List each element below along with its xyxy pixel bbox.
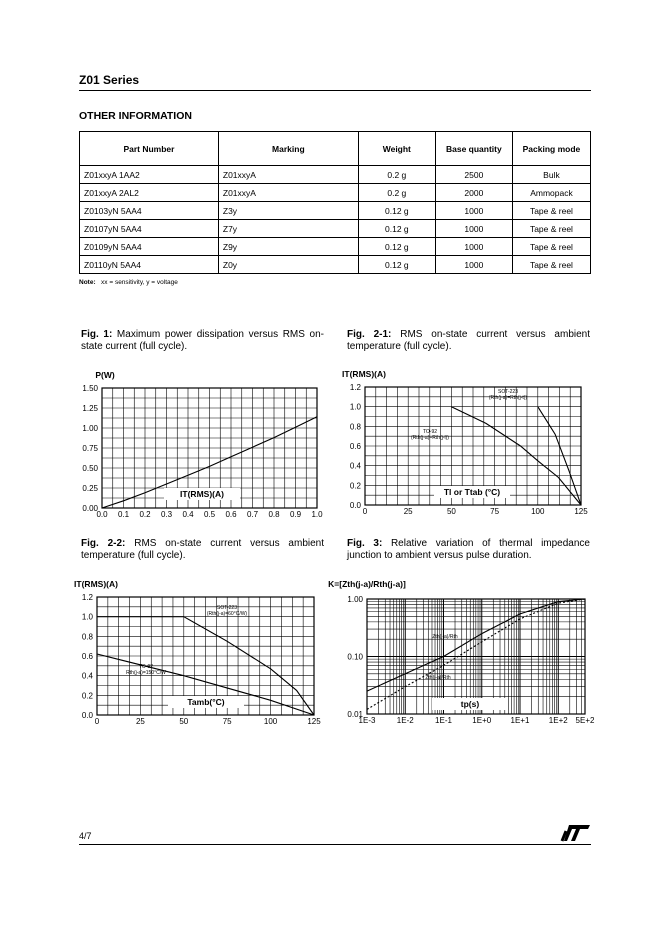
annotation: SOT-223 [497, 389, 519, 395]
y-tick-label: 1.00 [347, 595, 363, 604]
table-cell: 0.12 g [358, 238, 435, 256]
annotation: TO-92 [422, 429, 438, 435]
table-cell: Z7y [218, 220, 358, 238]
y-tick-label: 0.6 [81, 652, 93, 661]
annotation: (Rth(j-a)=60°C/W) [206, 611, 248, 617]
x-tick-label: 1E+0 [472, 716, 492, 725]
x-tick-label: 0.0 [96, 510, 108, 519]
annotation: (Rth(j-a)=Rth(j-t)) [488, 395, 528, 401]
fig1-caption: Fig. 1: Maximum power dissipation versus RMS on-state current (full cycle). [81, 329, 324, 352]
header-rule [79, 90, 591, 91]
x-tick-label: 100 [263, 717, 278, 726]
table-cell: Z01xxyA 1AA2 [80, 166, 219, 184]
x-tick-label: 0.3 [160, 510, 173, 519]
x-tick-label: 1E-1 [435, 716, 452, 725]
x-tick-label: 25 [403, 507, 413, 516]
fig21-chart [330, 365, 600, 530]
table-cell: 1000 [435, 202, 512, 220]
y-tick-label: 1.0 [81, 612, 93, 622]
table-row [80, 184, 591, 202]
x-tick-label: 75 [490, 507, 500, 516]
table-cell: 0.2 g [358, 166, 435, 184]
table-cell: 0.12 g [358, 256, 435, 274]
table-cell: Z0110yN 5AA4 [80, 256, 219, 274]
fig3-chart [330, 575, 600, 740]
series-title: Z01 Series [79, 73, 140, 87]
col-header: Marking [218, 132, 358, 166]
table-cell: 1000 [435, 238, 512, 256]
table-cell: Tape & reel [512, 238, 590, 256]
y-tick-label: 0.00 [82, 504, 98, 513]
y-tick-label: 1.0 [349, 402, 361, 412]
table-cell: 2500 [435, 166, 512, 184]
y-tick-label: 0.0 [349, 501, 361, 510]
section-title: OTHER INFORMATION [79, 110, 192, 122]
x-tick-label: 1E-2 [396, 716, 414, 725]
x-tick-label: 1.0 [311, 510, 323, 519]
x-tick-label: 75 [222, 717, 232, 726]
table-cell: Z3y [218, 202, 358, 220]
x-tick-label: 0.7 [246, 510, 259, 519]
table-cell: 0.12 g [358, 202, 435, 220]
y-axis-title: K=[Zth(j-a)/Rth(j-a)] [328, 579, 406, 589]
y-tick-label: 0.0 [81, 711, 93, 720]
x-tick-label: 125 [307, 717, 321, 726]
y-axis-title: IT(RMS)(A) [74, 579, 118, 589]
col-header: Weight [358, 132, 435, 166]
table-cell: Z9y [218, 238, 358, 256]
table-row [80, 238, 591, 256]
table-cell: 2000 [435, 184, 512, 202]
y-tick-label: 0.75 [82, 444, 98, 453]
table-row [80, 256, 591, 274]
table-header-row [80, 132, 591, 166]
table-cell: Z0107yN 5AA4 [80, 220, 219, 238]
col-header: Part Number [80, 132, 219, 166]
table-cell: Tape & reel [512, 220, 590, 238]
table-cell: 0.12 g [358, 220, 435, 238]
x-tick-label: 0 [94, 717, 100, 726]
y-tick-label: 0.25 [82, 484, 98, 493]
x-axis-title: IT(RMS)(A) [180, 489, 224, 499]
col-header: Packing mode [512, 132, 590, 166]
fig21-caption: Fig. 2-1: RMS on-state current versus ambient temperature (full cycle). [347, 329, 591, 352]
table-cell: Z01xxyA [218, 166, 358, 184]
annotation: (Rth(j-a)=Rth(j-l)) [411, 435, 449, 441]
table-cell: Z01xxyA 2AL2 [80, 184, 219, 202]
fig22-caption: Fig. 2-2: RMS on-state current versus ambient temperature (full cycle). [81, 538, 325, 561]
y-axis-title: IT(RMS)(A) [342, 369, 386, 379]
y-tick-label: 1.25 [82, 404, 98, 413]
x-tick-label: 1E+2 [548, 716, 568, 725]
table-row [80, 220, 591, 238]
x-tick-label: 100 [531, 507, 545, 516]
y-tick-label: 0.50 [82, 464, 98, 473]
table-row [80, 202, 591, 220]
y-tick-label: 0.4 [81, 671, 93, 681]
table-cell: Bulk [512, 166, 590, 184]
table-cell: Z0109yN 5AA4 [80, 238, 219, 256]
table-cell: Z0103yN 5AA4 [80, 202, 219, 220]
y-tick-label: 0.8 [81, 632, 93, 642]
table-cell: Tape & reel [512, 256, 590, 274]
x-tick-label: 0.1 [117, 510, 130, 519]
page-number: 4/7 [79, 831, 92, 841]
fig22-chart [60, 575, 340, 740]
annotation: Zth(j-a)/Rth [425, 675, 451, 681]
x-tick-label: 25 [135, 717, 145, 726]
x-tick-label: 50 [179, 717, 189, 726]
x-axis-title: Tl or Ttab (°C) [443, 487, 501, 497]
x-tick-label: 50 [446, 507, 456, 516]
annotation: Rth(j-a)=150°C/W [126, 670, 166, 676]
x-tick-label: 0.8 [268, 510, 280, 519]
y-axis-title: P(W) [95, 370, 115, 380]
y-tick-label: 0.01 [347, 710, 363, 719]
annotation: Zth(j-a)/Rth [432, 634, 458, 640]
table-cell: Z01xxyA [218, 184, 358, 202]
x-tick-label: 0.6 [225, 510, 237, 519]
fig1-chart [60, 365, 340, 530]
fig3-caption: Fig. 3: Relative variation of thermal impedance junction to ambient versus pulse duration. [347, 538, 590, 561]
y-tick-label: 0.2 [81, 691, 93, 701]
table-cell: 1000 [435, 220, 512, 238]
x-tick-label: 1E+1 [510, 716, 530, 725]
x-tick-label: 0.2 [139, 510, 151, 519]
table-cell: Tape & reel [512, 202, 590, 220]
y-tick-label: 0.10 [347, 652, 363, 662]
table-cell: 0.2 g [358, 184, 435, 202]
annotation: SOT-223 [216, 605, 238, 611]
x-tick-label: 1E-3 [358, 716, 376, 725]
y-tick-label: 0.2 [349, 481, 361, 491]
x-tick-label: 0.9 [289, 510, 302, 519]
table-cell: 1000 [435, 256, 512, 274]
y-tick-label: 1.00 [82, 424, 98, 433]
y-tick-label: 1.2 [349, 383, 361, 392]
x-tick-label: 0.4 [182, 510, 194, 519]
annotation: TO-92 [138, 664, 154, 670]
x-axis-title: tp(s) [460, 699, 480, 709]
y-tick-label: 0.4 [349, 461, 361, 471]
x-tick-label: 0.5 [203, 510, 216, 519]
st-logo-icon [560, 823, 592, 843]
x-tick-label: 0 [362, 507, 368, 516]
table-note: Note: xx = sensitivity, y = voltage [79, 279, 178, 286]
table-cell: Z0y [218, 256, 358, 274]
x-tick-label: 5E+2 [575, 716, 595, 725]
y-tick-label: 1.2 [81, 593, 93, 602]
y-tick-label: 0.8 [349, 422, 361, 432]
table-cell: Ammopack [512, 184, 590, 202]
ordering-table [79, 131, 591, 274]
y-tick-label: 1.50 [82, 384, 98, 393]
x-tick-label: 125 [574, 507, 588, 516]
y-tick-label: 0.6 [349, 442, 361, 451]
x-axis-title: Tamb(°C) [187, 697, 225, 707]
col-header: Base quantity [435, 132, 512, 166]
footer-rule [79, 844, 591, 845]
table-row [80, 166, 591, 184]
